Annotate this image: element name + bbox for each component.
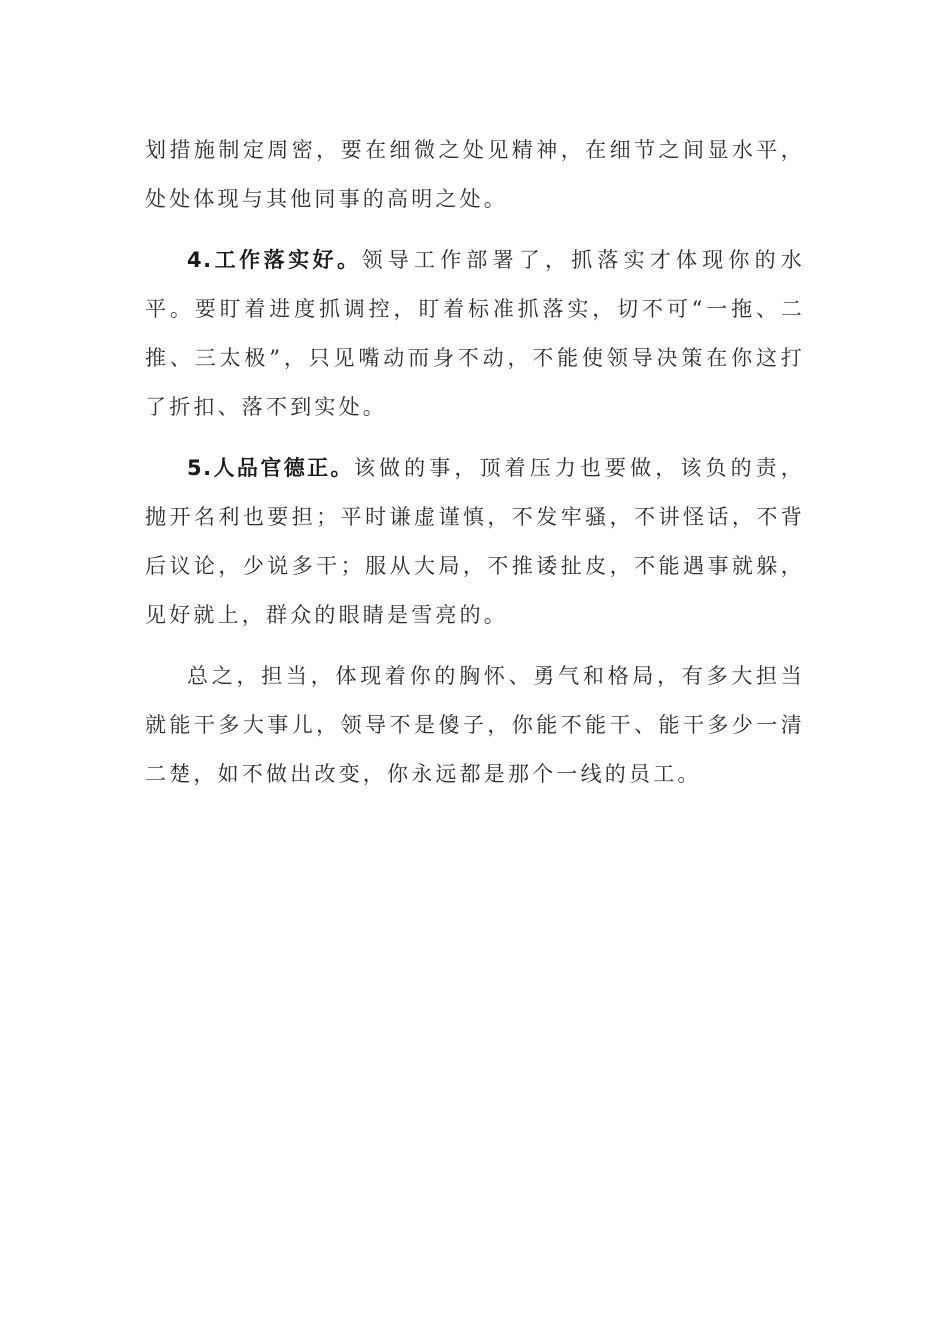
paragraph-text: 该做的事，顶着压力也要做，该负的责，抛开名利也要担；平时谦虚谨慎，不发牢骚，不讲怪话，不背后议论，少说多干；服从大局，不推诿扯皮，不能遇事就躲，见好就上，群众的眼睛是雪亮的。	[145, 456, 805, 627]
document-body	[145, 126, 805, 811]
paragraph-heading: 4.工作落实好。	[187, 248, 362, 272]
paragraph-item-4	[145, 236, 805, 432]
paragraph-continuation	[145, 126, 805, 224]
paragraph-text: 领导工作部署了，抓落实才体现你的水平。要盯着进度抓调控，盯着标准抓落实，切不可“一拖、二推、三太极”，只见嘴动而身不动，不能使领导决策在你这打了折扣、落不到实处。	[145, 248, 805, 419]
paragraph-item-5	[145, 444, 805, 640]
paragraph-text: 划措施制定周密，要在细微之处见精神，在细节之间显水平，处处体现与其他同事的高明之处。	[145, 138, 805, 211]
paragraph-heading: 5.人品官德正。	[187, 456, 354, 480]
paragraph-text: 总之，担当，体现着你的胸怀、勇气和格局，有多大担当就能干多大事儿，领导不是傻子，你能不能干、能干多少一清二楚，如不做出改变，你永远都是那个一线的员工。	[145, 664, 805, 786]
paragraph-conclusion	[145, 652, 805, 799]
